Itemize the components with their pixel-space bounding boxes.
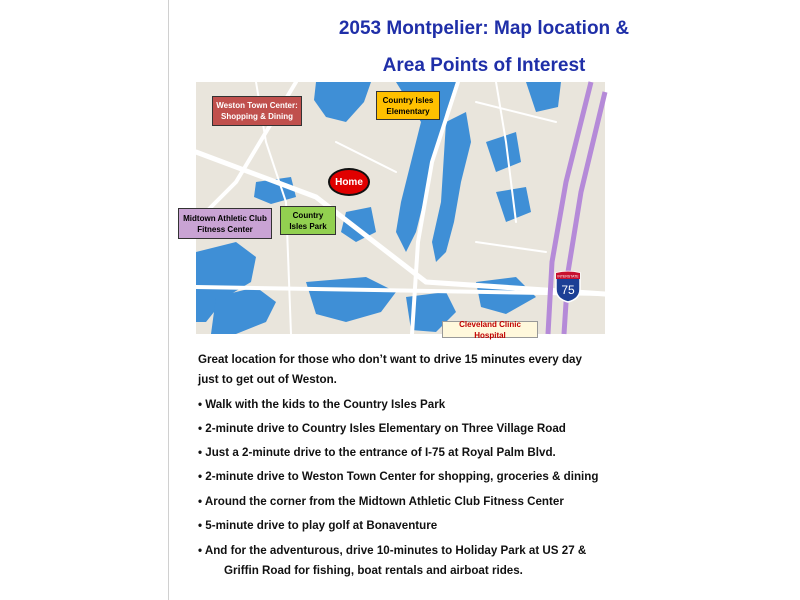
intro-line-2: just to get out of Weston. [198, 373, 337, 386]
list-item: • Just a 2-minute drive to the entrance of I-75 at Royal Palm Blvd. [198, 446, 556, 459]
list-item: • Walk with the kids to the Country Isles Park [198, 398, 446, 411]
poi-midtown-athletic-club: Midtown Athletic Club Fitness Center [178, 208, 272, 239]
poi-home: Home [328, 168, 370, 196]
list-item: • 2-minute drive to Weston Town Center for shopping, groceries & dining [198, 470, 599, 483]
list-item-continuation: Griffin Road for fishing, boat rentals and airboat rides. [224, 564, 523, 577]
page-title-line-2: Area Points of Interest [382, 55, 586, 76]
page-border [168, 0, 169, 600]
poi-country-isles-park: Country Isles Park [280, 206, 336, 235]
list-item: • 5-minute drive to play golf at Bonaventure [198, 519, 438, 532]
poi-weston-town-center: Weston Town Center: Shopping & Dining [212, 96, 302, 126]
list-item: • And for the adventurous, drive 10-minutes to Holiday Park at US 27 & [198, 544, 587, 557]
intro-line-1: Great location for those who don’t want to drive 15 minutes every day [198, 353, 582, 366]
area-map [183, 82, 605, 340]
page-title-line-1: 2053 Montpelier: Map location & [338, 18, 630, 39]
poi-country-isles-elementary: Country Isles Elementary [376, 91, 440, 120]
shield-number: 75 [561, 283, 575, 297]
list-item: • 2-minute drive to Country Isles Elementary on Three Village Road [198, 422, 566, 435]
poi-cleveland-clinic-hospital: Cleveland Clinic Hospital [442, 321, 538, 338]
interstate-75-shield-icon [554, 271, 582, 303]
shield-top-label: INTERSTATE [557, 274, 579, 279]
list-item: • Around the corner from the Midtown Athletic Club Fitness Center [198, 495, 564, 508]
